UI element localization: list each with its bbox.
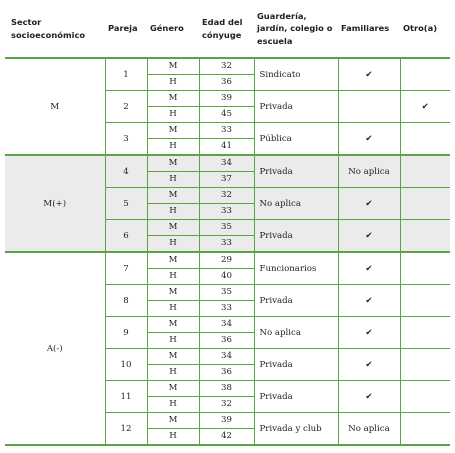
pareja-cell: 5 xyxy=(105,188,147,220)
institucion-cell: Privada xyxy=(254,155,338,188)
genero-cell xyxy=(147,349,199,381)
genero-value: H xyxy=(169,271,177,281)
familiares-cell: No aplica xyxy=(338,413,400,446)
table-container xyxy=(5,0,450,446)
pareja-cell: 8 xyxy=(105,285,147,317)
pareja-cell: 3 xyxy=(105,123,147,156)
genero-cell xyxy=(147,220,199,253)
institucion-cell: Privada xyxy=(254,91,338,123)
genero-cell xyxy=(147,58,199,91)
otro-cell xyxy=(400,317,450,349)
header-otro: Otro(a) xyxy=(400,0,450,58)
pareja-cell: 10 xyxy=(105,349,147,381)
edad-value: 38 xyxy=(200,381,254,397)
edad-value: 33 xyxy=(221,303,232,313)
genero-value: H xyxy=(169,431,177,441)
edad-value: 35 xyxy=(200,285,254,301)
edad-value: 36 xyxy=(221,335,232,345)
institucion-cell: Funcionarios xyxy=(254,252,338,285)
genero-value: M xyxy=(148,123,199,139)
institucion-cell: Sindicato xyxy=(254,58,338,91)
header-edad: Edad del cónyuge xyxy=(199,0,254,58)
genero-value: H xyxy=(169,141,177,151)
edad-cell xyxy=(199,188,254,220)
genero-value: M xyxy=(148,91,199,107)
genero-value: H xyxy=(169,303,177,313)
familiares-cell: ✔ xyxy=(338,123,400,156)
edad-value: 32 xyxy=(200,59,254,75)
institucion-cell: Privada xyxy=(254,349,338,381)
genero-cell xyxy=(147,413,199,446)
edad-cell xyxy=(199,317,254,349)
table-row xyxy=(5,58,450,91)
institucion-cell: Pública xyxy=(254,123,338,156)
edad-cell xyxy=(199,123,254,156)
familiares-cell: ✔ xyxy=(338,381,400,413)
otro-cell xyxy=(400,285,450,317)
otro-cell xyxy=(400,58,450,91)
pareja-cell: 6 xyxy=(105,220,147,253)
otro-cell xyxy=(400,252,450,285)
genero-value: M xyxy=(148,413,199,429)
genero-value: H xyxy=(169,109,177,119)
pareja-cell: 4 xyxy=(105,155,147,188)
sector-cell: M xyxy=(5,58,105,155)
pareja-cell: 7 xyxy=(105,252,147,285)
edad-value: 32 xyxy=(221,399,232,409)
genero-value: H xyxy=(169,399,177,409)
edad-value: 40 xyxy=(221,271,232,281)
edad-value: 34 xyxy=(200,317,254,333)
genero-value: H xyxy=(169,174,177,184)
edad-cell xyxy=(199,220,254,253)
header-genero: Género xyxy=(147,0,199,58)
genero-value: M xyxy=(148,317,199,333)
edad-cell xyxy=(199,91,254,123)
familiares-cell: ✔ xyxy=(338,252,400,285)
otro-cell xyxy=(400,123,450,156)
edad-cell xyxy=(199,413,254,446)
pareja-cell: 11 xyxy=(105,381,147,413)
edad-value: 41 xyxy=(221,141,232,151)
otro-cell xyxy=(400,155,450,188)
otro-cell xyxy=(400,220,450,253)
genero-value: H xyxy=(169,335,177,345)
institucion-cell: Privada xyxy=(254,220,338,253)
edad-value: 32 xyxy=(200,188,254,204)
genero-cell xyxy=(147,252,199,285)
genero-value: M xyxy=(148,253,199,269)
genero-cell xyxy=(147,381,199,413)
familiares-cell xyxy=(338,91,400,123)
edad-value: 33 xyxy=(221,206,232,216)
familiares-cell: ✔ xyxy=(338,188,400,220)
edad-cell xyxy=(199,58,254,91)
edad-value: 33 xyxy=(200,123,254,139)
genero-value: H xyxy=(169,238,177,248)
edad-value: 35 xyxy=(200,220,254,236)
familiares-cell: ✔ xyxy=(338,317,400,349)
institucion-cell: No aplica xyxy=(254,188,338,220)
edad-cell xyxy=(199,252,254,285)
edad-value: 34 xyxy=(200,156,254,172)
edad-value: 36 xyxy=(221,367,232,377)
genero-cell xyxy=(147,317,199,349)
genero-value: M xyxy=(148,220,199,236)
genero-value: H xyxy=(169,206,177,216)
institucion-cell: Privada y club xyxy=(254,413,338,446)
edad-value: 39 xyxy=(200,413,254,429)
genero-cell xyxy=(147,188,199,220)
header-familiares: Familiares xyxy=(338,0,400,58)
header-sector: Sector socioeconómico xyxy=(5,0,105,58)
otro-cell xyxy=(400,188,450,220)
otro-cell xyxy=(400,381,450,413)
pareja-cell: 9 xyxy=(105,317,147,349)
pareja-cell: 1 xyxy=(105,58,147,91)
edad-value: 29 xyxy=(200,253,254,269)
pareja-cell: 2 xyxy=(105,91,147,123)
institucion-cell: Privada xyxy=(254,381,338,413)
sector-cell: A(-) xyxy=(5,252,105,445)
edad-value: 34 xyxy=(200,349,254,365)
edad-value: 36 xyxy=(221,77,232,87)
header-pareja: Pareja xyxy=(105,0,147,58)
otro-cell xyxy=(400,413,450,446)
genero-cell xyxy=(147,155,199,188)
genero-value: M xyxy=(148,156,199,172)
sector-cell: M(+) xyxy=(5,155,105,252)
genero-value: M xyxy=(148,381,199,397)
otro-cell xyxy=(400,349,450,381)
edad-cell xyxy=(199,349,254,381)
edad-cell xyxy=(199,155,254,188)
edad-value: 33 xyxy=(221,238,232,248)
institucion-cell: Privada xyxy=(254,285,338,317)
otro-cell: ✔ xyxy=(400,91,450,123)
header-row xyxy=(5,0,450,58)
edad-value: 37 xyxy=(221,174,232,184)
couples-table xyxy=(5,0,450,446)
genero-cell xyxy=(147,285,199,317)
genero-value: M xyxy=(148,349,199,365)
pareja-cell: 12 xyxy=(105,413,147,446)
edad-cell xyxy=(199,285,254,317)
table-row xyxy=(5,252,450,285)
genero-value: H xyxy=(169,77,177,87)
header-institucion: Guardería, jardín, colegio o escuela xyxy=(254,0,338,58)
edad-value: 42 xyxy=(221,431,232,441)
familiares-cell: No aplica xyxy=(338,155,400,188)
genero-cell xyxy=(147,123,199,156)
genero-value: M xyxy=(148,59,199,75)
genero-value: M xyxy=(148,285,199,301)
edad-value: 45 xyxy=(221,109,232,119)
genero-value: M xyxy=(148,188,199,204)
genero-cell xyxy=(147,91,199,123)
familiares-cell: ✔ xyxy=(338,220,400,253)
familiares-cell: ✔ xyxy=(338,349,400,381)
table-body xyxy=(5,58,450,445)
table-row xyxy=(5,155,450,188)
institucion-cell: No aplica xyxy=(254,317,338,349)
edad-cell xyxy=(199,381,254,413)
familiares-cell: ✔ xyxy=(338,58,400,91)
edad-value: 39 xyxy=(200,91,254,107)
familiares-cell: ✔ xyxy=(338,285,400,317)
genero-value: H xyxy=(169,367,177,377)
